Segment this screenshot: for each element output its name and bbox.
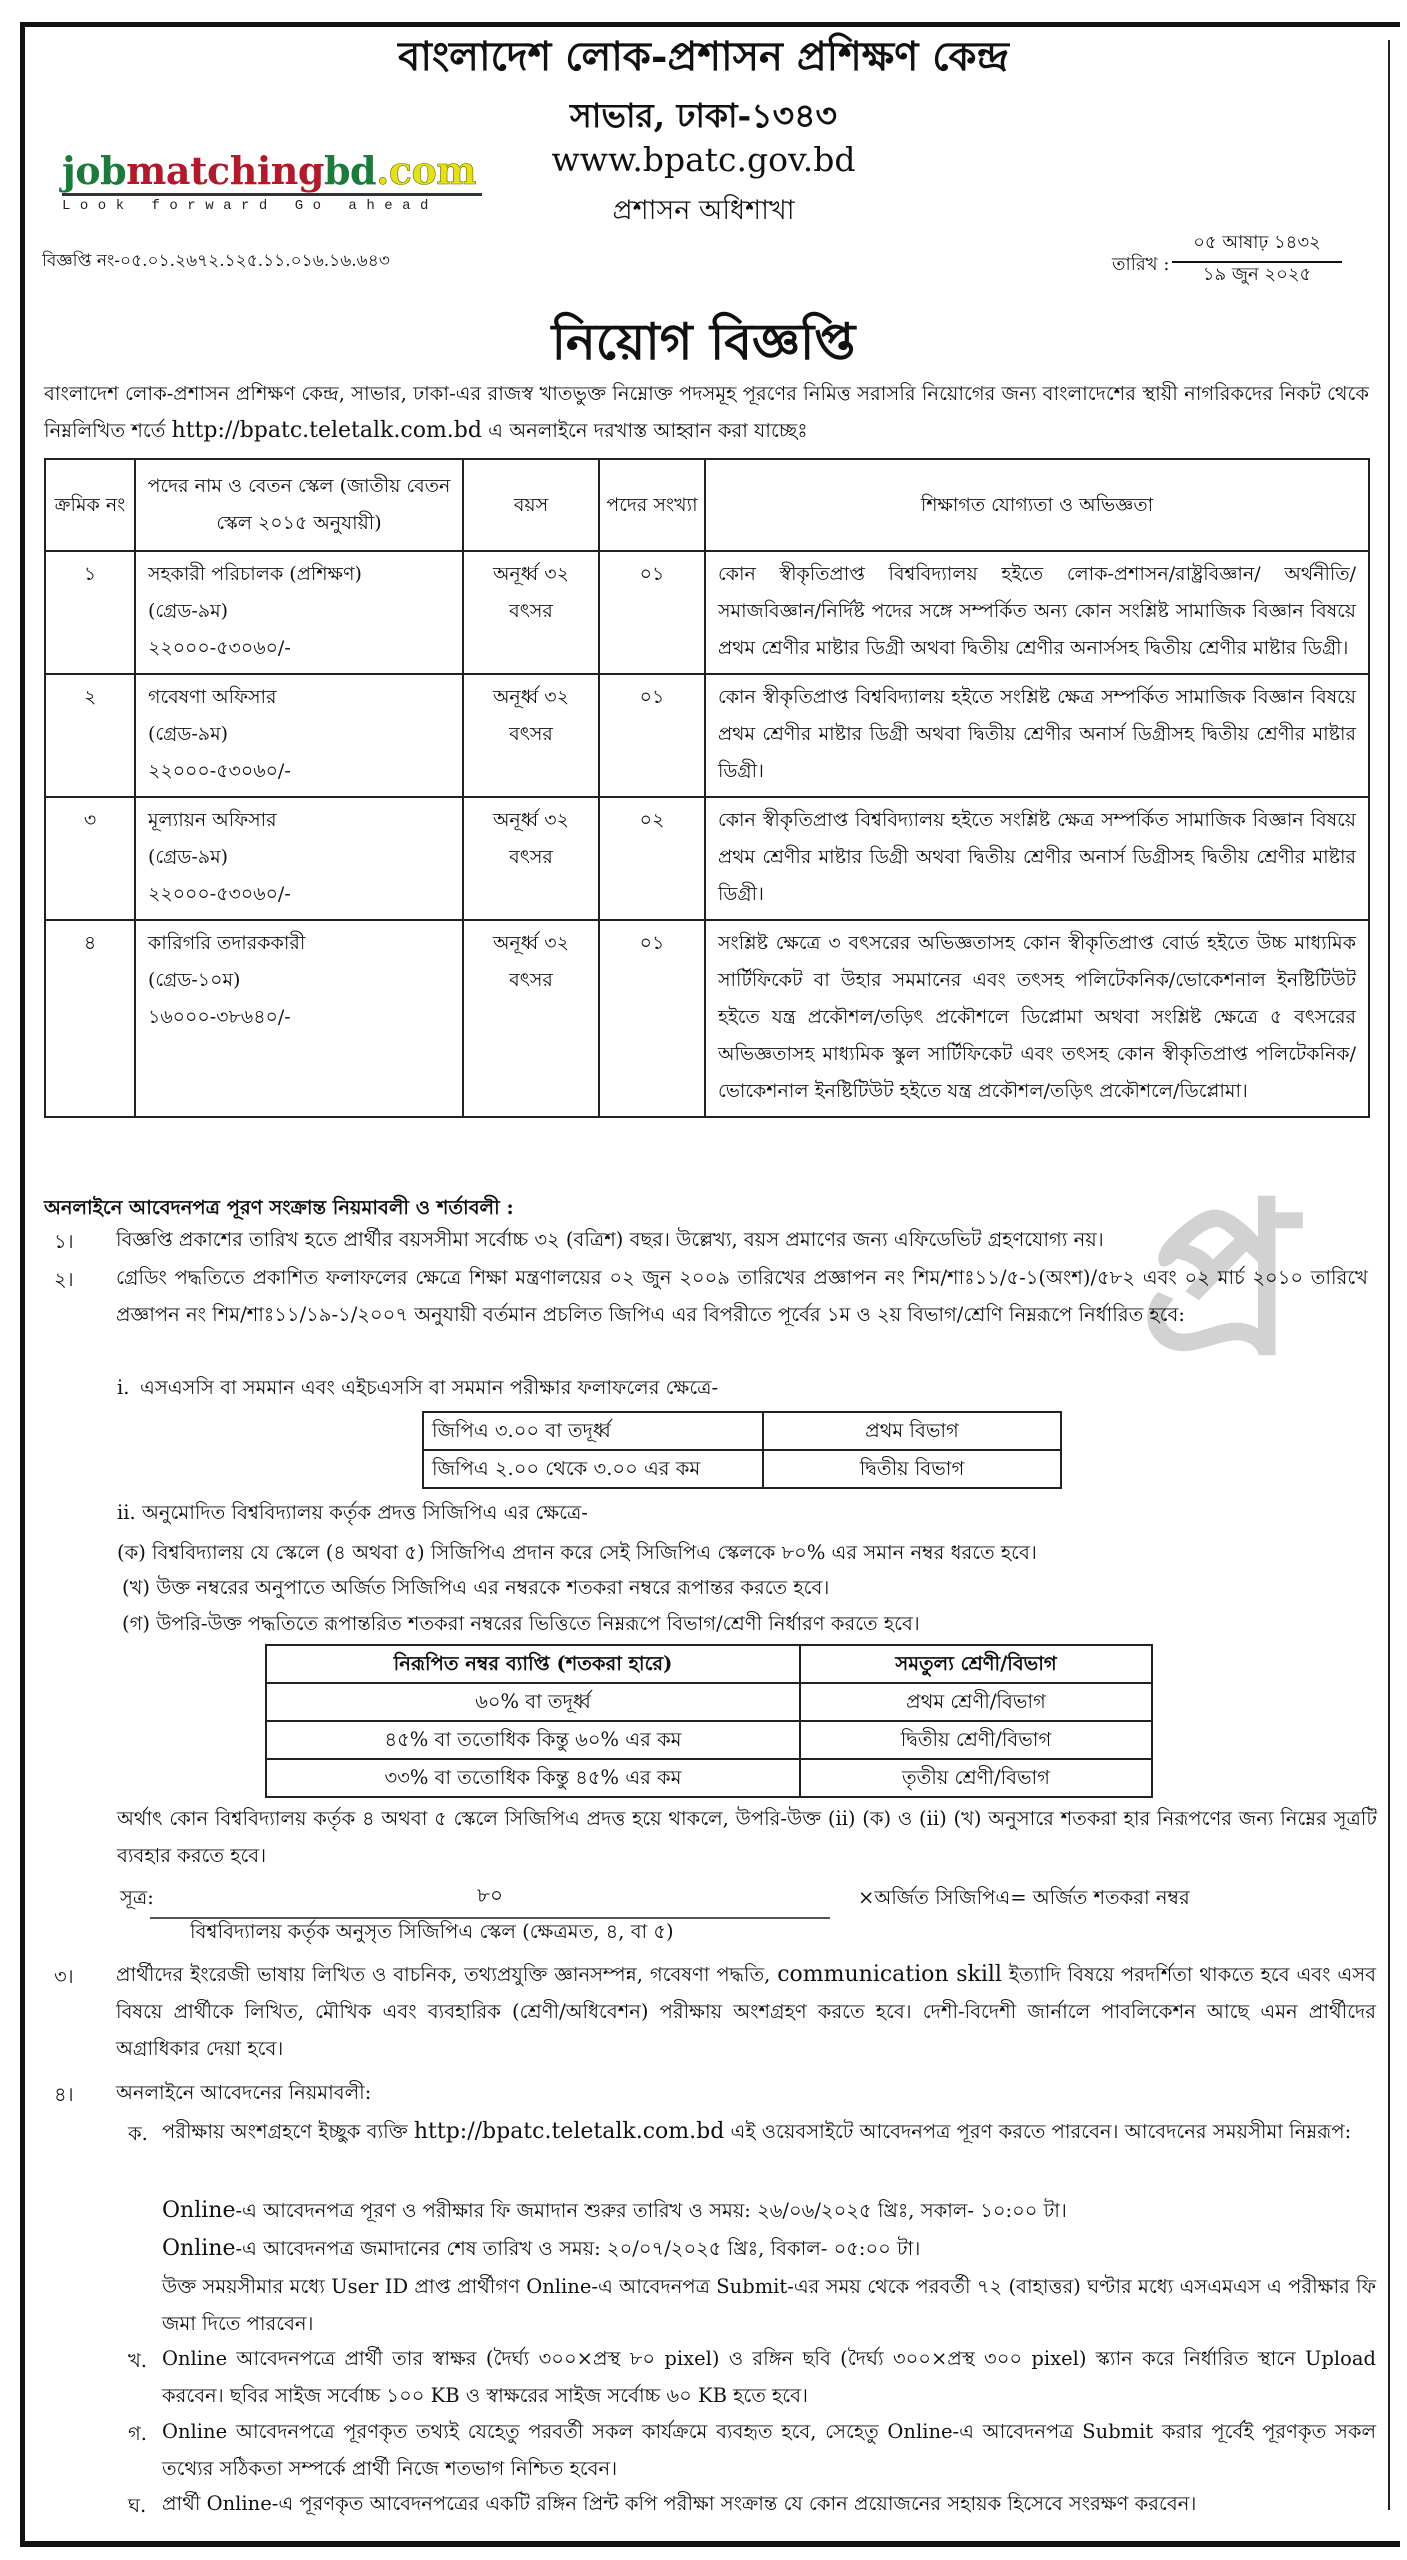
table-row [266,1759,1152,1797]
row-count: ০১ [599,674,705,797]
row-serial: ১ [45,551,135,674]
post-grade: (গ্রেড-৯ম) [148,723,229,745]
rule-4-ka-apply-link[interactable]: http://bpatc.teletalk.com.bd [413,2119,725,2144]
rule-3-number: ৩। [54,1965,74,1988]
intro-paragraph [44,375,1369,449]
row-post [135,551,463,674]
post-pay-scale: ২২০০০-৫৩০৬০/- [148,637,291,659]
rule-3-text-before: প্রার্থীদের ইংরেজী ভাষায় লিখিত ও বাচনিক, তথ্যপ্রযুক্তি জ্ঞানসম্পন্ন, গবেষণা পদ্ধতি, [116,1963,771,1986]
rule-4-ka-text [162,2113,1376,2150]
row-count: ০১ [599,551,705,674]
logo-tagline: Look forward Go ahead [62,198,438,214]
rule-4-gha-text: প্রার্থী Online-এ পূরণকৃত আবেদনপত্রের একটি রঙ্গিন প্রিন্ট কপি পরীক্ষা সংক্রান্ত যে কোন প্রয়োজনের সহায়ক হিসেবে সংরক্ষণ করবেন। [162,2492,1197,2515]
table-row [423,1450,1061,1488]
header-qualification: শিক্ষাগত যোগ্যতা ও অভিজ্ঞতা [705,459,1369,551]
rule-4-ka-note: উক্ত সময়সীমার মধ্যে User ID প্রাপ্ত প্রার্থীগণ Online-এ আবেদনপত্র Submit-এর সময় থেকে পরবর্তী ৭২ (বাহাত্তর) ঘণ্টার মধ্যে এসএমএস এ পরীক্ষার ফি জমা দিতে পারবেন। [162,2275,1376,2335]
row-age: অনূর্ধ্ব ৩২ বৎসর [463,797,599,920]
rule-4-ka-start [162,2192,1376,2229]
rule-2-i-label: i. [117,1376,130,1399]
positions-table [44,458,1370,1118]
row-post [135,797,463,920]
formula-result: ×অর্জিত সিজিপিএ= অর্জিত শতকরা নম্বর [858,1886,1190,1909]
logo-wordmark [62,150,482,192]
rule-1-text: বিজ্ঞপ্তি প্রকাশের তারিখ হতে প্রার্থীর বয়সসীমা সর্বোচ্চ ৩২ (বত্রিশ) বছর। উল্লেখ্য, বয়স প্রমাণের জন্য এফিডেভিট গ্রহণযোগ্য নয়। [116,1228,1104,1251]
header-count: পদের সংখ্যা [599,459,705,551]
rule-4-gha-label: ঘ. [128,2494,147,2517]
post-pay-scale: ১৬০০০-৩৮৬৪০/- [148,1006,291,1028]
cgpa-division: তৃতীয় শ্রেণী/বিভাগ [800,1759,1152,1797]
post-name: কারিগরি তদারককারী [148,932,306,954]
intro-text-before: বাংলাদেশ লোক-প্রশাসন প্রশিক্ষণ কেন্দ্র, সাভার, ঢাকা-এর রাজস্ব খাতভুক্ত নিম্নোক্ত পদসমূহ পূরণের নিমিত্ত সরাসরি নিয়োগের জন্য বাংলাদেশের স্থায়ী নাগরিকদের নিকট থেকে নিম্নলিখিত শর্তে [44,382,1369,442]
notice-title: নিয়োগ বিজ্ঞপ্তি [551,312,856,371]
table-row [45,797,1369,920]
row-qualification: সংশ্লিষ্ট ক্ষেত্রে ৩ বৎসরের অভিজ্ঞতাসহ কোন স্বীকৃতিপ্রাপ্ত বোর্ড হইতে উচ্চ মাধ্যমিক সার্টিফিকেট বা উহার সমমানের এবং তৎসহ পলিটেকনিক/ভোকেশনাল ইনষ্টিটিউট হইতে যন্ত্র প্রকৌশল/তড়িৎ প্রকৌশলে ডিপ্লোমা অথবা সংশ্লিষ্ট ক্ষেত্রে ৫ বৎসরের অভিজ্ঞতাসহ মাধ্যমিক স্কুল সার্টিফিকেট এবং তৎসহ কোন স্বীকৃতিপ্রাপ্ত পলিটেকনিক/ভোকেশনাল ইনষ্টিটিউট হইতে যন্ত্র প্রকৌশল/তড়িৎ প্রকৌশলে/ডিপ্লোমা। [705,920,1369,1117]
cgpa-header-division: সমতুল্য শ্রেণী/বিভাগ [800,1645,1152,1683]
rule-2-after-table: অর্থাৎ কোন বিশ্ববিদ্যালয় কর্তৃক ৪ অথবা ৫ স্কেলে সিজিপিএ প্রদত্ত হয়ে থাকলে, উপরি-উক্ত (ii) (ক) ও (ii) (খ) অনুসারে শতকরা হার নিরূপণের জন্য নিম্নের সূত্রটি ব্যবহার করতে হবে। [117,1807,1377,1867]
rule-4-ka-label: ক. [128,2122,148,2145]
cgpa-range: ৬০% বা তদূর্ধ্ব [266,1683,800,1721]
table-row [266,1683,1152,1721]
organization-website[interactable]: www.bpatc.gov.bd [551,140,856,179]
cgpa-range: ৩৩% বা ততোধিক কিন্তু ৪৫% এর কম [266,1759,800,1797]
rule-4-ka-start-online: Online [162,2198,236,2223]
post-name: সহকারী পরিচালক (প্রশিক্ষণ) [148,563,362,585]
post-pay-scale: ২২০০০-৫৩০৬০/- [148,883,291,905]
rule-4-kha-text: Online আবেদনপত্রে প্রার্থী তার স্বাক্ষর (দৈর্ঘ্য ৩০০×প্রস্থ ৮০ pixel) ও রঙ্গিন ছবি (দৈর্ঘ্য ৩০০×প্রস্থ ৩০০ pixel) স্ক্যান করে নির্ধারিত স্থানে Upload করবেন। ছবির সাইজ সর্বোচ্চ ১০০ KB ও স্বাক্ষরের সাইজ সর্বোচ্চ ৬০ KB হতে হবে। [162,2347,1376,2407]
logo-underline [62,193,482,196]
rule-4-number: ৪। [54,2083,74,2106]
rule-2-ga: (গ) উপরি-উক্ত পদ্ধতিতে রূপান্তরিত শতকরা নম্বরের ভিত্তিতে নিম্নরূপে বিভাগ/শ্রেণী নির্ধারণ করতে হবে। [122,1612,920,1635]
rule-4-ga-text: Online আবেদনপত্রে পূরণকৃত তথ্যই যেহেতু পরবর্তী সকল কার্যক্রমে ব্যবহৃত হবে, সেহেতু Online-এ আবেদনপত্র Submit করার পূর্বেই পূরণকৃত সকল তথ্যের সঠিকতা সম্পর্কে প্রার্থী নিজে শতভাগ নিশ্চিত হবেন। [162,2420,1376,2480]
cgpa-division: দ্বিতীয় শ্রেণী/বিভাগ [800,1721,1152,1759]
rule-4-ka-start-text: -এ আবেদনপত্র পূরণ ও পরীক্ষার ফি জমাদান শুরুর তারিখ ও সময়: ২৬/০৬/২০২৫ খ্রিঃ, সকাল- ১০:০০ টা। [235,2199,1067,2222]
post-grade: (গ্রেড-৯ম) [148,600,229,622]
header-age: বয়স [463,459,599,551]
row-age: অনূর্ধ্ব ৩২ বৎসর [463,674,599,797]
rule-1-number: ১। [54,1230,74,1253]
formula-label: সূত্র: [120,1886,154,1909]
logo-part-com: .com [376,148,477,193]
rules-heading: অনলাইনে আবেদনপত্র পূরণ সংক্রান্ত নিয়মাবলী ও শর্তাবলী : [44,1196,514,1219]
row-post [135,920,463,1117]
gpa-range: জিপিএ ৩.০০ বা তদূর্ধ্ব [423,1412,763,1450]
rule-2-ka: (ক) বিশ্ববিদ্যালয় যে স্কেলে (৪ অথবা ৫) সিজিপিএ প্রদান করে সেই সিজিপিএ স্কেলকে ৮০% এর সমান নম্বর ধরতে হবে। [117,1541,1037,1564]
rule-4-heading: অনলাইনে আবেদনের নিয়মাবলী: [116,2081,372,2104]
gpa-range: জিপিএ ২.০০ থেকে ৩.০০ এর কম [423,1450,763,1488]
memo-number: বিজ্ঞপ্তি নং-০৫.০১.২৬৭২.১২৫.১১.০১৬.১৬.৬৪৩ [42,251,390,271]
rule-4-ka-after: এই ওয়েবসাইটে আবেদনপত্র পূরণ করতে পারবেন। আবেদনের সময়সীমা নিম্নরূপ: [730,2120,1352,2143]
table-row [266,1721,1152,1759]
row-serial: ৩ [45,797,135,920]
rule-2-kha: (খ) উক্ত নম্বরের অনুপাতে অর্জিত সিজিপিএ এর নম্বরকে শতকরা নম্বরে রূপান্তর করতে হবে। [122,1576,830,1599]
row-count: ০১ [599,920,705,1117]
rule-2-number: ২। [54,1268,74,1291]
row-post [135,674,463,797]
header-post: পদের নাম ও বেতন স্কেল (জাতীয় বেতন স্কেল ২০১৫ অনুযায়ী) [135,459,463,551]
table-row [45,920,1369,1117]
row-qualification: কোন স্বীকৃতিপ্রাপ্ত বিশ্ববিদ্যালয় হইতে সংশ্লিষ্ট ক্ষেত্র সম্পর্কিত সামাজিক বিজ্ঞান বিষয়ে প্রথম শ্রেণীর মাষ্টার ডিগ্রী অথবা দ্বিতীয় শ্রেণীর অনার্স ডিগ্রীসহ দ্বিতীয় শ্রেণীর মাষ্টার ডিগ্রী। [705,674,1369,797]
row-age: অনূর্ধ্ব ৩২ বৎসর [463,551,599,674]
organization-name: বাংলাদেশ লোক-প্রশাসন প্রশিক্ষণ কেন্দ্র [398,33,1009,80]
logo-part-job: job [62,148,127,193]
formula-denominator: বিশ্ববিদ্যালয় কর্তৃক অনুসৃত সিজিপিএ স্কেল (ক্ষেত্রমত, ৪, বা ৫) [190,1920,674,1943]
gpa-division: দ্বিতীয় বিভাগ [763,1450,1061,1488]
row-qualification: কোন স্বীকৃতিপ্রাপ্ত বিশ্ববিদ্যালয় হইতে লোক-প্রশাসন/রাষ্ট্রবিজ্ঞান/ অর্থনীতি/সমাজবিজ্ঞান/নির্দিষ্ট পদের সঙ্গে সম্পর্কিত অন্য কোন সংশ্লিষ্ট সামাজিক বিজ্ঞান বিষয়ে প্রথম শ্রেণীর মাষ্টার ডিগ্রী অথবা দ্বিতীয় শ্রেণীর অনার্সসহ দ্বিতীয় শ্রেণীর মাষ্টার ডিগ্রী। [705,551,1369,674]
table-row [423,1412,1061,1450]
rule-4-ka-end [162,2230,1376,2267]
table-row [45,674,1369,797]
rule-4-ka-end-text: -এ আবেদনপত্র জমাদানের শেষ তারিখ ও সময়: ২০/০৭/২০২৫ খ্রিঃ, বিকাল- ০৫:০০ টা। [235,2237,921,2260]
gpa-division: প্রথম বিভাগ [763,1412,1061,1450]
post-grade: (গ্রেড-১০ম) [148,969,241,991]
row-count: ০২ [599,797,705,920]
rule-2-i-text: এসএসসি বা সমমান এবং এইচএসসি বা সমমান পরীক্ষার ফলাফলের ক্ষেত্রে- [140,1376,719,1399]
rule-4-ga-label: গ. [128,2422,147,2445]
logo-part-matching: matching [126,148,324,193]
rule-2-ii-label: ii. [117,1501,136,1524]
cgpa-table-header [266,1645,1152,1683]
date-bangla: ০৫ আষাঢ় ১৪৩২ [1172,228,1342,263]
intro-text-after: এ অনলাইনে দরখাস্ত আহ্বান করা যাচ্ছেঃ [488,419,808,442]
header-serial: ক্রমিক নং [45,459,135,551]
watermark: প্র [1140,1195,1297,1365]
cgpa-range: ৪৫% বা ততোধিক কিন্তু ৬০% এর কম [266,1721,800,1759]
rule-4-kha-label: খ. [128,2349,148,2372]
row-age: অনূর্ধ্ব ৩২ বৎসর [463,920,599,1117]
post-grade: (গ্রেড-৯ম) [148,846,229,868]
rule-2-ii-text: অনুমোদিত বিশ্ববিদ্যালয় কর্তৃক প্রদত্ত সিজিপিএ এর ক্ষেত্রে- [142,1501,588,1524]
organization-address: সাভার, ঢাকা-১৩৪৩ [570,96,837,135]
cgpa-header-range: নিরূপিত নম্বর ব্যাপ্তি (শতকরা হারে) [266,1645,800,1683]
intro-apply-link[interactable]: http://bpatc.teletalk.com.bd [171,418,482,443]
rule-3-text [116,1956,1376,2067]
site-logo [62,150,482,214]
gpa-table [422,1411,1062,1489]
date-gregorian: ১৯ জুন ২০২৫ [1202,264,1312,285]
rule-3-english-term: communication skill [777,1962,1002,1987]
row-qualification: কোন স্বীকৃতিপ্রাপ্ত বিশ্ববিদ্যালয় হইতে সংশ্লিষ্ট ক্ষেত্র সম্পর্কিত সামাজিক বিজ্ঞান বিষয়ে প্রথম শ্রেণীর মাষ্টার ডিগ্রী অথবা দ্বিতীয় শ্রেণীর অনার্স ডিগ্রীসহ দ্বিতীয় শ্রেণীর মাষ্টার ডিগ্রী। [705,797,1369,920]
positions-table-header [45,459,1369,551]
row-serial: ৪ [45,920,135,1117]
rule-4-ka-before: পরীক্ষায় অংশগ্রহণে ইচ্ছুক ব্যক্তি [162,2120,408,2143]
date-label: তারিখ : [1112,254,1170,275]
rule-3-text-after: ইত্যাদি বিষয়ে পরদর্শিতা থাকতে হবে এবং এসব বিষয়ে প্রার্থীকে লিখিত, মৌখিক এবং ব্যবহারিক (শ্রেণী/অধিবেশন) পরীক্ষায় অংশগ্রহণ করতে হবে। দেশী-বিদেশী জার্নালে পাবলিকেশন আছে এমন প্রার্থীদের অগ্রাধিকার দেয়া হবে। [116,1963,1376,2060]
post-name: গবেষণা অফিসার [148,686,277,708]
branch-name: প্রশাসন অধিশাখা [612,195,795,226]
rule-4-ka-end-online: Online [162,2236,236,2261]
post-pay-scale: ২২০০০-৫৩০৬০/- [148,760,291,782]
rule-2-text: গ্রেডিং পদ্ধতিতে প্রকাশিত ফলাফলের ক্ষেত্রে শিক্ষা মন্ত্রণালয়ের ০২ জুন ২০০৯ তারিখের প্রজ্ঞাপন নং শিম/শাঃ১১/৫-১(অংশ)/৫৮২ এবং ০২ মার্চ ২০১০ তারিখে প্রজ্ঞাপন নং শিম/শাঃ১১/১৯-১/২০০৭ অনুযায়ী বর্তমান প্রচলিত জিপিএ এর বিপরীতে পূর্বের ১ম ও ২য় বিভাগ/শ্রেণি নিম্নরূপে নির্ধারিত হবে: [116,1266,1368,1326]
cgpa-division: প্রথম শ্রেণী/বিভাগ [800,1683,1152,1721]
cgpa-table [265,1644,1153,1798]
table-row [45,551,1369,674]
logo-part-bd: bd [323,148,377,193]
row-serial: ২ [45,674,135,797]
post-name: মূল্যায়ন অফিসার [148,809,277,831]
formula-numerator: ৮০ [150,1881,830,1919]
